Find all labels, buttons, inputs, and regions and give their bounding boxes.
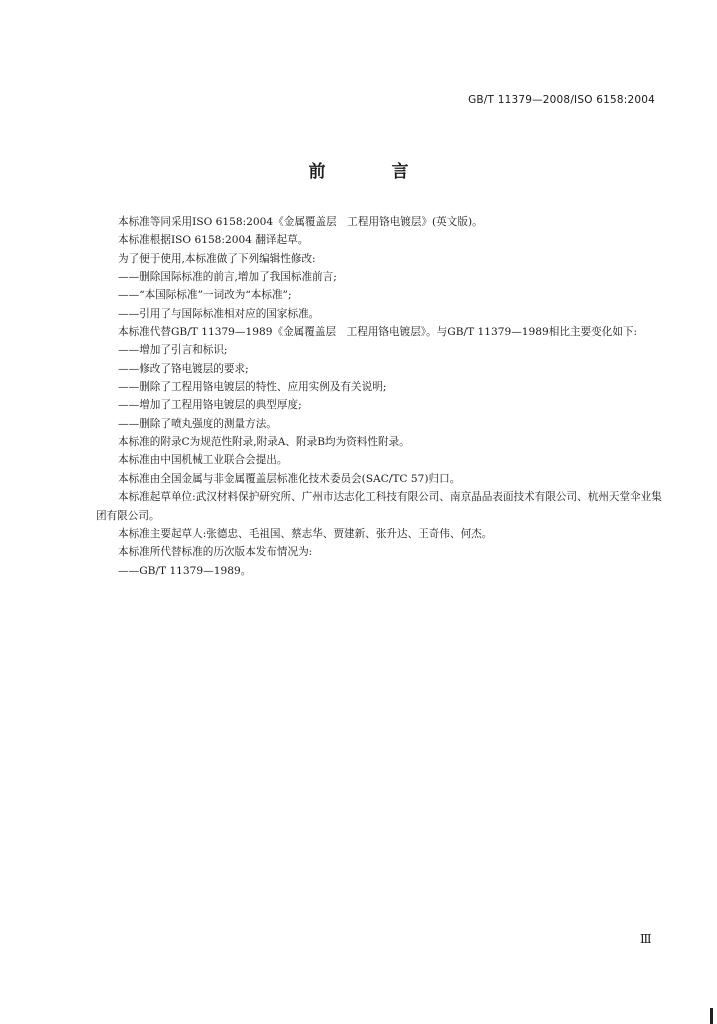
paragraph: 本标准由中国机械工业联合会提出。 bbox=[118, 454, 288, 467]
scan-edge-mark bbox=[710, 1008, 713, 1024]
paragraph: 本标准的附录C为规范性附录,附录A、附录B均为资料性附录。 bbox=[118, 436, 410, 449]
paragraph: 本标准等同采用ISO 6158:2004《金属覆盖层 工程用铬电镀层》(英文版)。 bbox=[118, 216, 483, 228]
list-item: ——GB/T 11379—1989。 bbox=[118, 564, 252, 577]
paragraph: 本标准主要起草人:张德忠、毛祖国、蔡志华、贾建新、张升达、王奇伟、何杰。 bbox=[118, 527, 493, 540]
page-title: 前 言 bbox=[308, 162, 439, 182]
list-item: ——“本国际标准”一词改为“本标准”; bbox=[118, 289, 292, 302]
paragraph: 本标准根据ISO 6158:2004 翻译起草。 bbox=[118, 234, 309, 247]
list-item: ——引用了与国际标准相对应的国家标准。 bbox=[118, 307, 320, 320]
paragraph: 本标准起草单位:武汉材料保护研究所、广州市达志化工科技有限公司、南京晶品表面技术有限公司、杭州天堂伞业集团有限公司。 bbox=[96, 491, 662, 522]
list-item: ——增加了引言和标识; bbox=[118, 344, 228, 357]
page-number: Ⅲ bbox=[640, 932, 652, 946]
list-item: ——修改了铬电镀层的要求; bbox=[118, 362, 249, 375]
list-item: ——增加了工程用铬电镀层的典型厚度; bbox=[118, 399, 302, 412]
list-item: ——删除了工程用铬电镀层的特性、应用实例及有关说明; bbox=[118, 381, 387, 394]
paragraph: 本标准所代替标准的历次版本发布情况为: bbox=[118, 546, 313, 559]
list-item: ——删除了喷丸强度的测量方法。 bbox=[118, 417, 277, 430]
list-item: ——删除国际标准的前言,增加了我国标准前言; bbox=[118, 271, 337, 284]
paragraph: 本标准代替GB/T 11379—1989《金属覆盖层 工程用铬电镀层》。与GB/T 11379—1989相比主要变化如下: bbox=[118, 326, 638, 339]
paragraph: 为了便于使用,本标准做了下列编辑性修改: bbox=[118, 252, 316, 265]
paragraph: 本标准由全国金属与非金属覆盖层标准化技术委员会(SAC/TC 57)归口。 bbox=[118, 472, 461, 485]
foreword-body bbox=[96, 213, 662, 580]
standard-number: GB/T 11379—2008/ISO 6158:2004 bbox=[468, 94, 655, 106]
